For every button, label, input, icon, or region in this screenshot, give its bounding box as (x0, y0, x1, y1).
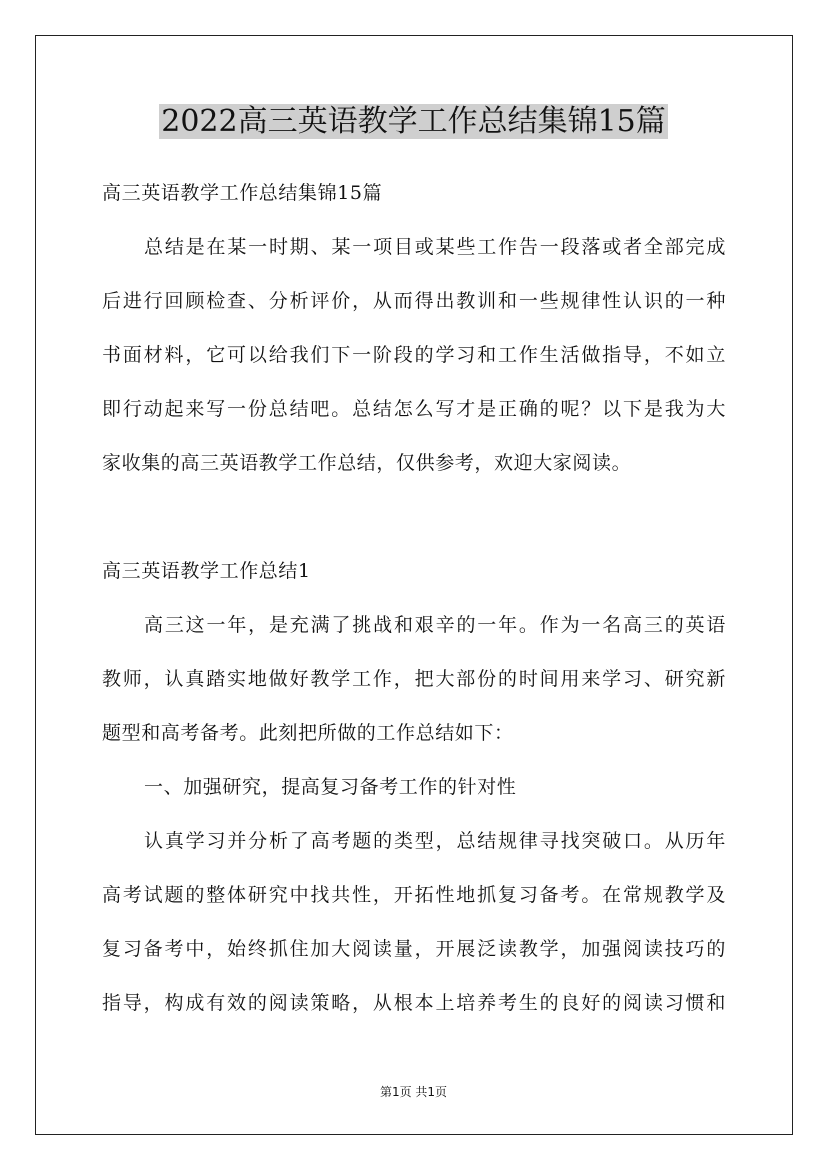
section-heading: 高三英语教学工作总结1 (102, 560, 311, 582)
point-line: 高考试题的整体研究中找共性，开拓性地抓复习备考。在常规教学及 (102, 884, 726, 906)
section-line: 高三这一年，是充满了挑战和艰辛的一年。作为一名高三的英语 (144, 614, 726, 636)
section-line: 题型和高考备考。此刻把所做的工作总结如下： (102, 722, 514, 744)
paragraph-gap (102, 498, 726, 552)
subtitle: 高三英语教学工作总结集锦15篇 (102, 182, 383, 204)
intro-line: 总结是在某一时期、某一项目或某些工作告一段落或者全部完成 (144, 236, 726, 258)
point-line: 复习备考中，始终抓住加大阅读量，开展泛读教学，加强阅读技巧的 (102, 938, 726, 960)
point-line: 指导，构成有效的阅读策略，从根本上培养考生的良好的阅读习惯和 (102, 992, 726, 1014)
point-line: 认真学习并分析了高考题的类型，总结规律寻找突破口。从历年 (144, 830, 726, 852)
document-title (0, 100, 827, 144)
page-footer (0, 1082, 827, 1102)
section-line: 教师，认真踏实地做好教学工作，把大部份的时间用来学习、研究新 (102, 668, 726, 690)
document-body (102, 174, 726, 1038)
document-title-text: 2022高三英语教学工作总结集锦15篇 (161, 104, 666, 139)
intro-line: 书面材料，它可以给我们下一阶段的学习和工作生活做指导，不如立 (102, 344, 726, 366)
intro-line: 家收集的高三英语教学工作总结，仅供参考，欢迎大家阅读。 (102, 452, 632, 474)
page-number: 第1页 共1页 (379, 1085, 448, 1099)
intro-line: 即行动起来写一份总结吧。总结怎么写才是正确的呢？以下是我为大 (102, 398, 726, 420)
intro-line: 后进行回顾检查、分析评价，从而得出教训和一些规律性认识的一种 (102, 290, 726, 312)
point-heading: 一、加强研究，提高复习备考工作的针对性 (144, 776, 517, 798)
